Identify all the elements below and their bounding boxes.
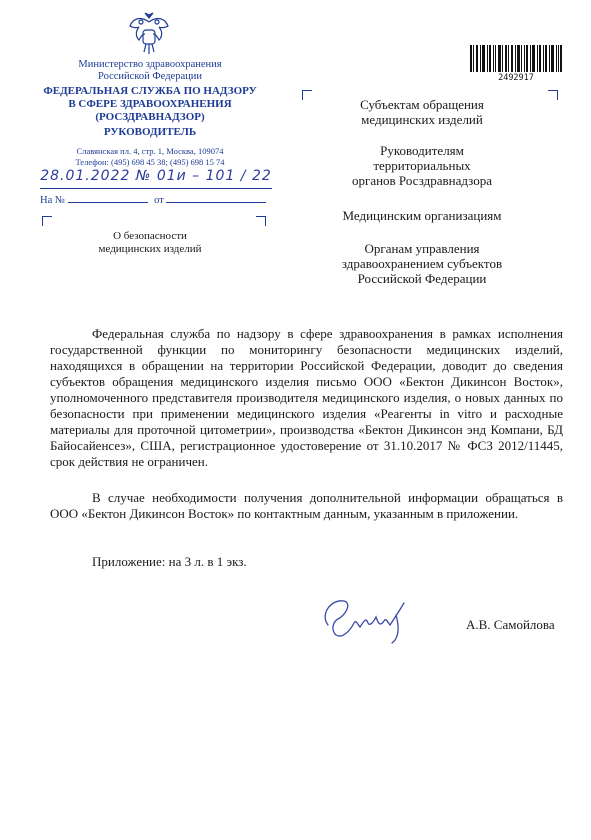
registration-number-handwritten: 28.01.2022 № 01и – 101 / 22: [40, 168, 272, 184]
body-paragraph-2: В случае необходимости получения дополнительной информации обращаться в ООО «Бектон Дикинсон Восток» по контактным данным, указанным в приложении.: [50, 490, 563, 521]
reply-to-label: На №: [40, 195, 65, 206]
signer-name: А.В. Самойлова: [466, 617, 555, 632]
reply-reference-row: [40, 193, 266, 206]
addressee-3: Медицинским организациям: [342, 208, 502, 223]
subject-corner-left: [42, 216, 52, 226]
addressee-corner-left: [302, 90, 312, 100]
agency-name: ФЕДЕРАЛЬНАЯ СЛУЖБА ПО НАДЗОРУ В СФЕРЕ ЗДРАВООХРАНЕНИЯ (РОСЗДРАВНАДЗОР): [43, 85, 257, 123]
barcode-number: 2492917: [498, 73, 534, 83]
reply-from-label: от: [154, 195, 164, 206]
reply-from-blank: [166, 193, 266, 203]
body-paragraph-1: Федеральная служба по надзору в сфере здравоохранения в рамках исполнения государственной функции по мониторингу безопасности медицинских изделий, находящихся в обращении на территории Российской Федерации, доводит до сведения субъектов обращения медицинского изделия письмо ООО «Бектон Дикинсон Восток», уполномоченного представителя производителя медицинского изделия, о новых данных по безопасности при применении медицинского изделия «Реагенты in vitro и расходные материалы для проточной цитометрии», производства «Бектон Дикинсон энд Компани, БД Байосайенсез», США, регистрационное удостоверение от 31.10.2017 № ФСЗ 2012/11445, срок действия не ограничен.: [50, 326, 563, 469]
letter-subject: О безопасности медицинских изделий: [98, 230, 202, 255]
registration-number-line: [40, 168, 272, 189]
addressee-corner-right: [548, 90, 558, 100]
head-title: РУКОВОДИТЕЛЬ: [103, 126, 197, 138]
addressee-1: Субъектам обращения медицинских изделий: [360, 97, 484, 127]
reply-to-blank: [68, 193, 148, 203]
barcode: [470, 45, 562, 72]
subject-corner-right: [256, 216, 266, 226]
signature: [300, 585, 440, 645]
addressee-2: Руководителям территориальных органов Росздравнадзора: [351, 143, 493, 188]
russian-coat-of-arms-icon: [127, 10, 171, 60]
agency-address: Славянская пл. 4, стр. 1, Москва, 109074 Телефон: (495) 698 45 38; (495) 698 15 74: [75, 146, 225, 167]
addressee-4: Органам управления здравоохранением субъектов Российской Федерации: [341, 241, 503, 286]
ministry-name: Министерство здравоохранения Российской Федерации: [78, 59, 222, 82]
appendix-note: Приложение: на 3 л. в 1 экз.: [92, 554, 247, 569]
